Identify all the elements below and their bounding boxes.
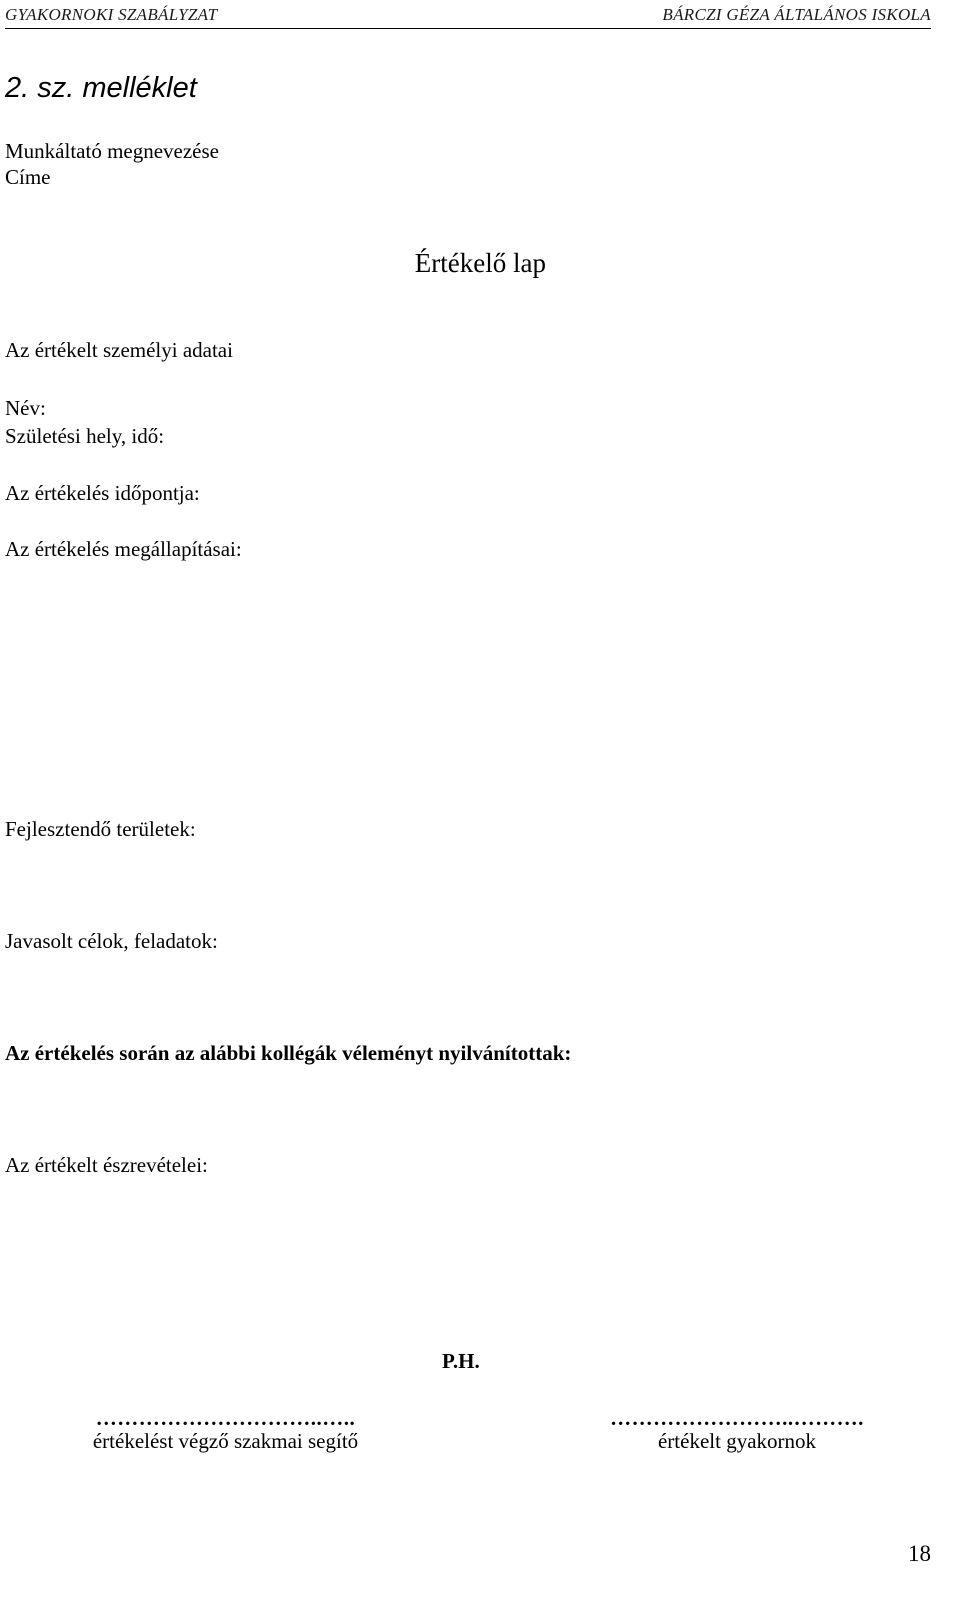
employer-name-label: Munkáltató megnevezése — [5, 139, 219, 163]
signature-right-line: ……………………..………. — [610, 1406, 864, 1430]
field-birth: Születési hely, idő: — [5, 424, 165, 448]
signature-right-label: értékelt gyakornok — [657, 1429, 817, 1453]
field-eval-date: Az értékelés időpontja: — [5, 481, 200, 505]
field-colleagues: Az értékelés során az alábbi kollégák véleményt nyilvánítottak: — [5, 1041, 572, 1065]
section-personal-heading: Az értékelt személyi adatai — [5, 338, 233, 362]
annex-title: 2. sz. melléklet — [5, 72, 197, 104]
signature-left-line: …………………………..….. — [95, 1406, 356, 1430]
field-name: Név: — [5, 396, 46, 420]
field-findings: Az értékelés megállapításai: — [5, 537, 242, 561]
field-remarks: Az értékelt észrevételei: — [5, 1153, 208, 1177]
signature-left-label: értékelést végző szakmai segítő — [92, 1429, 359, 1453]
signature-right — [578, 1406, 896, 1454]
signature-left — [58, 1406, 393, 1454]
header-left: GYAKORNOKI SZABÁLYZAT — [5, 5, 218, 24]
header-right: BÁRCZI GÉZA ÁLTALÁNOS ISKOLA — [662, 5, 931, 24]
header-divider — [5, 28, 931, 29]
field-development: Fejlesztendő területek: — [5, 817, 196, 841]
page-number: 18 — [908, 1541, 931, 1566]
field-goals: Javasolt célok, feladatok: — [5, 929, 218, 953]
stamp-label: P.H. — [442, 1349, 480, 1373]
employer-address-label: Címe — [5, 165, 51, 189]
form-title: Értékelő lap — [414, 248, 546, 278]
